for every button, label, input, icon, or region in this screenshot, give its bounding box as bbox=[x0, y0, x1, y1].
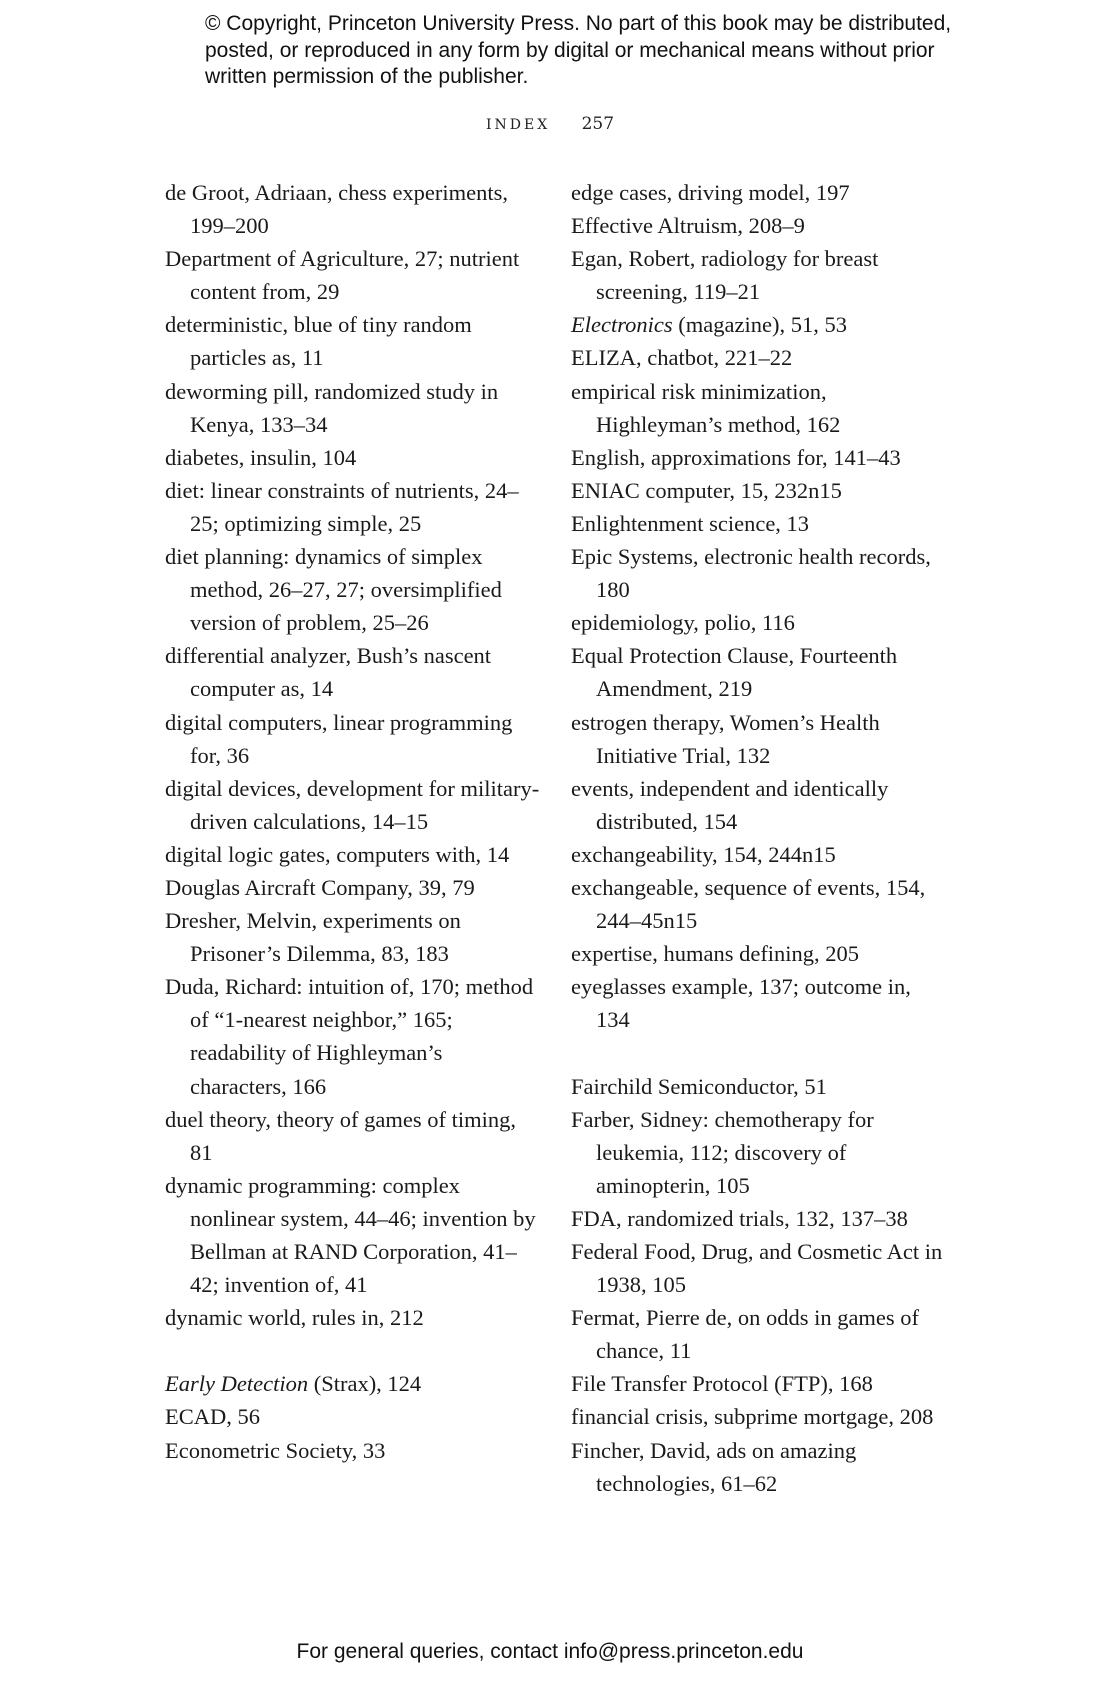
index-entry bbox=[165, 441, 540, 474]
index-entry-text: digital computers, linear programming for, 36 bbox=[165, 709, 513, 768]
index-entry bbox=[571, 1400, 946, 1433]
index-entry-text: diet planning: dynamics of simplex method, 26–27, 27; oversimplified version of problem, 25–26 bbox=[165, 544, 502, 636]
index-entry-text: Epic Systems, electronic health records, 180 bbox=[571, 544, 931, 603]
index-column-right bbox=[571, 176, 946, 1500]
index-entry-text: Econometric Society, 33 bbox=[165, 1437, 386, 1463]
index-entry-text: Equal Protection Clause, Fourteenth Amendment, 219 bbox=[571, 643, 898, 702]
index-entry-text: Egan, Robert, radiology for breast screening, 119–21 bbox=[571, 246, 879, 305]
index-entry-text: events, independent and identically distributed, 154 bbox=[571, 775, 889, 834]
index-entry-text: Dresher, Melvin, experiments on Prisoner’s Dilemma, 83, 183 bbox=[165, 908, 461, 967]
index-entry bbox=[165, 1103, 540, 1169]
index-entry-text: eyeglasses example, 137; outcome in, 134 bbox=[571, 974, 911, 1033]
index-entry-text: diabetes, insulin, 104 bbox=[165, 444, 357, 470]
index-entry-text: duel theory, theory of games of timing, 81 bbox=[165, 1106, 516, 1165]
index-entry bbox=[165, 1434, 540, 1467]
index-entry-text: Enlightenment science, 13 bbox=[571, 510, 810, 536]
index-entry bbox=[165, 871, 540, 904]
index-entry bbox=[571, 606, 946, 639]
index-entry bbox=[165, 1301, 540, 1334]
index-entry bbox=[571, 871, 946, 937]
index-entry-text: dynamic world, rules in, 212 bbox=[165, 1305, 424, 1331]
index-entry-text: de Groot, Adriaan, chess experiments, 199–200 bbox=[165, 180, 509, 239]
index-entry-text: Douglas Aircraft Company, 39, 79 bbox=[165, 874, 475, 900]
index-entry-text: Effective Altruism, 208–9 bbox=[571, 213, 805, 239]
index-entry-text: differential analyzer, Bush’s nascent computer as, 14 bbox=[165, 643, 492, 702]
index-entry-text: exchangeability, 154, 244n15 bbox=[571, 841, 836, 867]
index-entry-text: Fincher, David, ads on amazing technologies, 61–62 bbox=[571, 1437, 857, 1496]
index-entry bbox=[571, 639, 946, 705]
page-number: 257 bbox=[581, 114, 615, 134]
index-entry bbox=[571, 970, 946, 1036]
index-entry bbox=[165, 375, 540, 441]
index-entry bbox=[165, 1169, 540, 1301]
index-entry bbox=[571, 308, 946, 341]
index-entry-text: Duda, Richard: intuition of, 170; method of “1-nearest neighbor,” 165; readability of Highleyman’s characters, 166 bbox=[165, 974, 534, 1099]
index-entry bbox=[571, 507, 946, 540]
index-entry bbox=[571, 242, 946, 308]
index-entry-text: (magazine), 51, 53 bbox=[672, 312, 847, 338]
index-entry-text: Fermat, Pierre de, on odds in games of chance, 11 bbox=[571, 1305, 920, 1364]
index-entry-text: English, approximations for, 141–43 bbox=[571, 444, 901, 470]
index-entry bbox=[165, 838, 540, 871]
copyright-notice: © Copyright, Princeton University Press. No part of this book may be distributed, posted, or reproduced in any form by digital or mechanical means without prior written permission of the publisher. bbox=[205, 12, 952, 88]
index-entry bbox=[571, 540, 946, 606]
index-entry bbox=[165, 904, 540, 970]
index-entry bbox=[165, 176, 540, 242]
index-entry-text: Federal Food, Drug, and Cosmetic Act in 1938, 105 bbox=[571, 1239, 943, 1298]
index-entry bbox=[571, 772, 946, 838]
running-head bbox=[0, 114, 1100, 134]
index-entry bbox=[571, 1301, 946, 1367]
index-entry-text: ECAD, 56 bbox=[165, 1404, 260, 1430]
index-entry bbox=[165, 639, 540, 705]
index-entry bbox=[571, 474, 946, 507]
index-entry bbox=[571, 209, 946, 242]
index-section-gap bbox=[571, 1036, 946, 1069]
running-head-label: INDEX bbox=[485, 117, 551, 133]
index-entry bbox=[165, 308, 540, 374]
index-entry-text: epidemiology, polio, 116 bbox=[571, 610, 795, 636]
footer-contact: For general queries, contact info@press.princeton.edu bbox=[296, 1640, 804, 1663]
index-entry bbox=[571, 341, 946, 374]
index-entry-text: ENIAC computer, 15, 232n15 bbox=[571, 477, 842, 503]
index-entry bbox=[165, 1400, 540, 1433]
index-entry-text: Fairchild Semiconductor, 51 bbox=[571, 1073, 827, 1099]
index-entry bbox=[571, 937, 946, 970]
index-entry bbox=[571, 706, 946, 772]
index-entry bbox=[571, 1235, 946, 1301]
index-entry-text: financial crisis, subprime mortgage, 208 bbox=[571, 1404, 934, 1430]
index-entry bbox=[571, 176, 946, 209]
index-entry-text: (Strax), 124 bbox=[308, 1371, 422, 1397]
index-entry bbox=[571, 1103, 946, 1202]
index-entry bbox=[571, 441, 946, 474]
index-entry bbox=[571, 838, 946, 871]
index-entry bbox=[165, 706, 540, 772]
index-entry-text: dynamic programming: complex nonlinear system, 44–46; invention by Bellman at RAND Corporation, 41–42; invention of, 41 bbox=[165, 1172, 536, 1298]
index-entry-text: File Transfer Protocol (FTP), 168 bbox=[571, 1371, 873, 1397]
index-entry bbox=[165, 970, 540, 1102]
index-entry-text: diet: linear constraints of nutrients, 24–25; optimizing simple, 25 bbox=[165, 477, 519, 536]
index-entry bbox=[165, 772, 540, 838]
index-entry-text: Department of Agriculture, 27; nutrient content from, 29 bbox=[165, 246, 520, 305]
index-entry bbox=[571, 1070, 946, 1103]
index-entry bbox=[571, 1367, 946, 1400]
index-entry-text: estrogen therapy, Women’s Health Initiative Trial, 132 bbox=[571, 709, 880, 768]
index-entry bbox=[165, 242, 540, 308]
index-entry-text: deworming pill, randomized study in Kenya, 133–34 bbox=[165, 378, 499, 437]
index-entry bbox=[571, 1202, 946, 1235]
index-entry-text: empirical risk minimization, Highleyman’s method, 162 bbox=[571, 378, 841, 437]
index-entry-italic-title: Electronics bbox=[571, 312, 673, 338]
index-entry-text: deterministic, blue of tiny random particles as, 11 bbox=[165, 312, 472, 371]
index-section-gap bbox=[165, 1334, 540, 1367]
index-column-left bbox=[165, 176, 540, 1467]
index-entry-text: digital devices, development for military-driven calculations, 14–15 bbox=[165, 775, 540, 834]
index-entry bbox=[165, 474, 540, 540]
index-entry-text: edge cases, driving model, 197 bbox=[571, 180, 850, 205]
index-entry bbox=[571, 375, 946, 441]
index-entry-text: digital logic gates, computers with, 14 bbox=[165, 841, 510, 867]
index-entry bbox=[571, 1434, 946, 1500]
index-entry bbox=[165, 540, 540, 639]
index-entry-text: exchangeable, sequence of events, 154, 244–45n15 bbox=[571, 874, 926, 934]
index-entry-italic-title: Early Detection bbox=[165, 1371, 309, 1397]
index-entry-text: FDA, randomized trials, 132, 137–38 bbox=[571, 1205, 908, 1231]
index-entry-text: ELIZA, chatbot, 221–22 bbox=[571, 345, 793, 371]
index-entry-text: Farber, Sidney: chemotherapy for leukemia, 112; discovery of aminopterin, 105 bbox=[571, 1106, 874, 1198]
index-entry bbox=[165, 1367, 540, 1400]
index-entry-text: expertise, humans defining, 205 bbox=[571, 941, 860, 967]
